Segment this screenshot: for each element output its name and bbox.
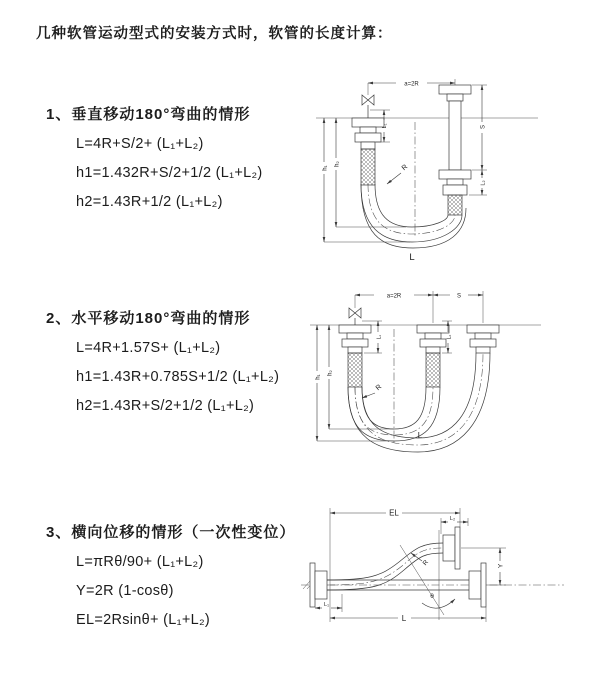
dim-label-a2r: a=2R [404,81,419,88]
formula-line: L=4R+S/2+ (L₁+L₂) [76,136,204,152]
dim-label-h1: h₁ [315,374,322,380]
formula-line: Y=2R (1-cosθ) [76,583,174,599]
section-horizontal-180 [46,307,279,415]
dim-label-l: L [409,252,415,263]
middle-fitting [417,325,449,387]
dim-label-r: R [421,558,431,568]
dim-label-l: L [417,431,423,440]
right-fitting-displaced [467,325,499,353]
diagram-horizontal-180-bend [306,283,596,455]
right-flange-original [469,563,486,607]
diagram-lateral-displacement [298,498,600,648]
valve-icon [349,308,361,318]
dim-label-s: S [480,124,487,130]
dim-label-y: Y [497,563,505,569]
dim-label-r: R [374,383,384,393]
left-flange [310,563,327,607]
dim-label-l2: L₂ [480,180,487,186]
angle-arc [422,599,455,608]
formula-line: L=πRθ/90+ (L₁+L₂) [76,554,204,570]
dim-label-l1: L₁ [376,334,383,340]
dim-label-l2: L₂ [446,334,453,340]
section-heading: 1、垂直移动180°弯曲的情形 [46,106,251,123]
formula-line: EL=2Rsinθ+ (L₁+L₂) [76,612,211,628]
valve-icon [362,95,374,105]
section-lateral-displacement [46,521,295,629]
dim-label-h2: h₂ [327,370,334,376]
dim-label-h1: h₁ [322,165,329,171]
braided-hose [426,353,440,387]
left-fitting [339,325,371,387]
braided-hose [361,149,375,185]
diagram-vertical-180-bend [310,70,570,265]
right-flange-displaced [443,527,460,569]
section-vertical-180 [46,103,263,211]
braided-hose [448,195,462,215]
dim-label-l2: L₂ [449,516,456,522]
page-title: 几种软管运动型式的安装方式时，软管的长度计算： [36,26,393,42]
dim-label-el: EL [389,508,399,518]
section-heading: 2、水平移动180°弯曲的情形 [46,310,251,327]
formula-line: h2=1.43R+1/2 (L₁+L₂) [76,194,223,210]
dim-label-l1: L₁ [382,123,388,129]
dim-label-a2r: a=2R [386,293,402,300]
right-fitting [439,85,471,215]
formula-line: h1=1.43R+0.785S+1/2 (L₁+L₂) [76,369,280,385]
formula-line: h2=1.43R+S/2+1/2 (L₁+L₂) [76,398,255,414]
left-fitting [352,118,384,185]
dim-label-h2: h₂ [334,161,341,167]
dim-label-theta: θ [430,593,434,600]
dim-label-s: S [456,293,462,300]
braided-hose [348,353,362,387]
dim-label-r: R [400,163,410,173]
dim-label-l: L [401,614,407,623]
section-heading: 3、横向位移的情形（一次性变位） [46,524,296,541]
formula-line: L=4R+1.57S+ (L₁+L₂) [76,340,221,356]
formula-line: h1=1.432R+S/2+1/2 (L₁+L₂) [76,165,263,181]
dim-label-l1: L₁ [324,602,329,608]
